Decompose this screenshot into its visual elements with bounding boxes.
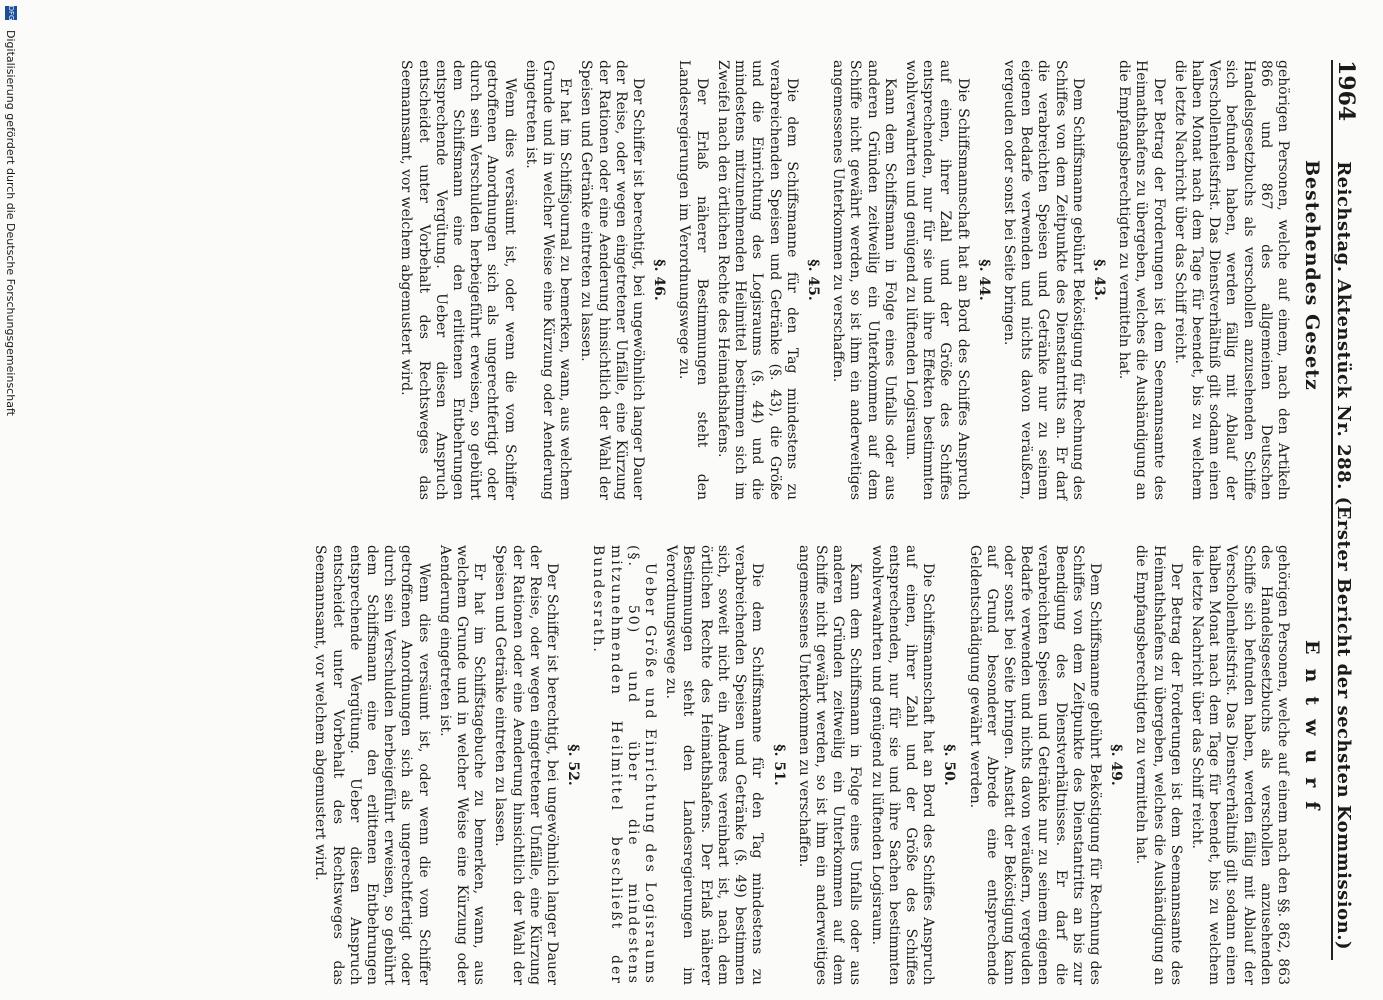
paragraph: Der Erlaß näherer Bestimmungen steht den Landesregierungen im Verordnungswege zu. xyxy=(676,60,710,500)
paragraph: Der Schiffer ist berechtigt, bei ungewöhnlich langer Dauer der Reise, oder wegen eingetretener Unfälle, eine Kürzung der Rationen oder eine Aenderung hinsichtlich der Wahl der Speisen und Getränke eintreten zu lassen. xyxy=(578,60,647,500)
paragraph: Kann dem Schiffsmann in Folge eines Unfalls oder aus anderen Gründen zeitweilig ein Unterkommen auf dem Schiffe nicht gewährt werden, so ist ihm ein anderweitiges angemessenes Unterkommen zu verschaffen. xyxy=(795,545,864,985)
section-heading: §. 45. xyxy=(804,259,821,301)
running-title: Reichstag. Aktenstück Nr. 288. (Erster Bericht der sechsten Kommission.) xyxy=(1333,161,1354,951)
left-column-existing-law xyxy=(393,60,1291,500)
section-heading: §. 49. xyxy=(1108,744,1125,786)
paragraph: Dem Schiffsmanne gebührt Beköstigung für Rechnung des Schiffes von dem Zeitpunkte des Dienstantritts an. Er darf die verabreichten Speisen und Getränke nur zu seinem eigenen Bedarfe verwenden und nichts davon veräußern, vergeuden oder sonst bei Seite bringen. xyxy=(1000,60,1086,500)
right-column-heading: Entwurf xyxy=(1301,640,1323,824)
section-heading: §. 44. xyxy=(975,259,992,301)
left-column-heading: Bestehendes Gesetz xyxy=(1301,160,1323,391)
paragraph: Ueber Größe und Einrichtung des Logisraums (§. 50) und über die mindestens mitzunehmenden Heilmittel beschließt der Bundesrath. xyxy=(590,545,659,985)
section-heading: §. 46. xyxy=(651,259,668,301)
page-number: 1964 xyxy=(1333,60,1359,122)
paragraph: Der Betrag der Forderungen ist dem Seemannsamte des Heimathshafens zu übergeben, welches die Aushändigung an die Empfangsberechtigten zu vermitteln hat. xyxy=(1133,545,1184,985)
digitization-footer xyxy=(0,0,22,1000)
paragraph: gehörigen Personen, welche auf einem, nach den Artikeln 866 und 867 des allgemeinen Deutschen Handelsgesetzbuchs als verschollen anzusehenden Schiffe sich befunden haben, werden fällig mit Ablauf der Verschollenheitsfrist. Das Dienstverhältniß gilt sodann einen halben Monat nach dem Tage für beendet, bis zu welchem die letzte Nachricht über das Schiff reicht. xyxy=(1171,60,1291,500)
paragraph: Die Schiffsmannschaft hat an Bord des Schiffes Anspruch auf einen, ihrer Zahl und der Größe des Schiffes entsprechenden, nur für sie und ihre Sachen bestimmten wohlverwahrten und genügend zu lüftenden Logisraum. xyxy=(868,545,937,985)
paragraph: Die dem Schiffsmanne für den Tag mindestens zu verabreichenden Speisen und Getränke (§. 49) bestimmen sich, soweit nicht ein Anderes vereinbart ist, nach dem örtlichen Rechte des Heimathshafens. Der Erlaß näherer Bestimmungen steht den Landesregierungen im Verordnungswege zu. xyxy=(663,545,766,985)
right-column-draft xyxy=(307,545,1291,985)
section-heading: §. 51. xyxy=(770,744,787,786)
paragraph: Die Schiffsmannschaft hat an Bord des Schiffes Anspruch auf einen, ihrer Zahl und der Größe des Schiffes entsprechenden, nur für sie und ihre Effekten bestimmten wohlverwahrten und genügend zu lüftenden Logisraum. xyxy=(902,60,971,500)
section-heading: §. 50. xyxy=(941,744,958,786)
section-heading: §. 43. xyxy=(1090,259,1107,301)
paragraph: Er hat im Schiffsjournal zu bemerken, wann, aus welchem Grunde und in welcher Weise eine Kürzung oder Aenderung eingetreten ist. xyxy=(522,60,574,500)
paragraph: Der Schiffer ist berechtigt, bei ungewöhnlich langer Dauer der Reise, oder wegen eingetretener Unfälle, eine Kürzung der Rationen oder eine Aenderung hinsichtlich der Wahl der Speisen und Getränke eintreten zu lassen. xyxy=(492,545,561,985)
paragraph: Die dem Schiffsmanne für den Tag mindestens zu verabreichenden Speisen und Getränke (§. 43), die Größe und die Einrichtung des Logisraums (§. 44) und die mindestens mitzunehmenden Heilmittel bestimmen sich im Zweifel nach den örtlichen Rechte des Heimathshafens. xyxy=(714,60,800,500)
section-heading: §. 52. xyxy=(565,744,582,786)
paragraph: Der Betrag der Forderungen ist dem Seemannsamte des Heimathshafens zu übergeben, welches die Aushändigung an die Empfangsberechtigten zu vermitteln hat. xyxy=(1116,60,1167,500)
paragraph: gehörigen Personen, welche auf einem nach den §§. 862, 863 des Handelsgesetzbuchs als verschollen anzusehenden Schiffe sich befunden haben, werden fällig mit Ablauf der Verschollenheitsfrist. Das Dienstverhältniß gilt sodann einen halben Monat nach dem Tage für beendet, bis zu welchem die letzte Nachricht über das Schiff reicht. xyxy=(1188,545,1291,985)
dfg-logo: DFG xyxy=(7,5,15,21)
paragraph: Wenn dies versäumt ist, oder wenn die vom Schiffer getroffenen Anordnungen sich als ungerechtfertigt oder durch sein Verschulden herbeigeführt erweisen, so gebührt dem Schiffsmann eine den erlittenen Entbehrungen entsprechende Vergütung. Ueber diesen Anspruch entscheidet unter Vorbehalt des Rechtsweges das Seemannsamt, vor welchem abgemustert wird. xyxy=(398,60,518,500)
paragraph: Dem Schiffsmanne gebührt Beköstigung für Rechnung des Schiffes von dem Zeitpunkte des Dienstantritts an bis zur Beendigung des Dienstverhältnisses. Er darf die verabreichten Speisen und Getränke nur zu seinem eigenen Bedarfe verwenden und nichts davon veräußern, vergeuden oder sonst bei Seite bringen. Anstatt der Beköstigung kann auf Grund besonderer Abrede eine entsprechende Geldentschädigung gewährt werden. xyxy=(966,545,1103,985)
digitization-note: Digitalisierung gefördert durch die Deutsche Forschungsgemeinschaft xyxy=(4,30,18,416)
paragraph: Kann dem Schiffsmann in Folge eines Unfalls oder aus anderen Gründen zeitweilig ein Unterkommen auf dem Schiffe nicht gewährt werden, so ist ihm ein anderweitiges angemessenes Unterkommen zu verschaffen. xyxy=(830,60,898,500)
paragraph: Wenn dies versäumt ist, oder wenn die vom Schiffer getroffenen Anordnungen sich als ungerechtfertigt oder durch sein Verschulden herbeigeführt erweisen, so gebührt dem Schiffsmann eine den erlittenen Entbehrungen entsprechende Vergütung. Ueber diesen Anspruch entscheidet unter Vorbehalt des Rechtsweges das Seemannsamt, vor welchem abgemustert wird. xyxy=(312,545,432,985)
paragraph: Er hat im Schiffstagebuche zu bemerken, wann, aus welchem Grunde und in welcher Weise eine Kürzung oder Aenderung eingetreten ist. xyxy=(436,545,488,985)
page-header xyxy=(1331,60,1373,960)
